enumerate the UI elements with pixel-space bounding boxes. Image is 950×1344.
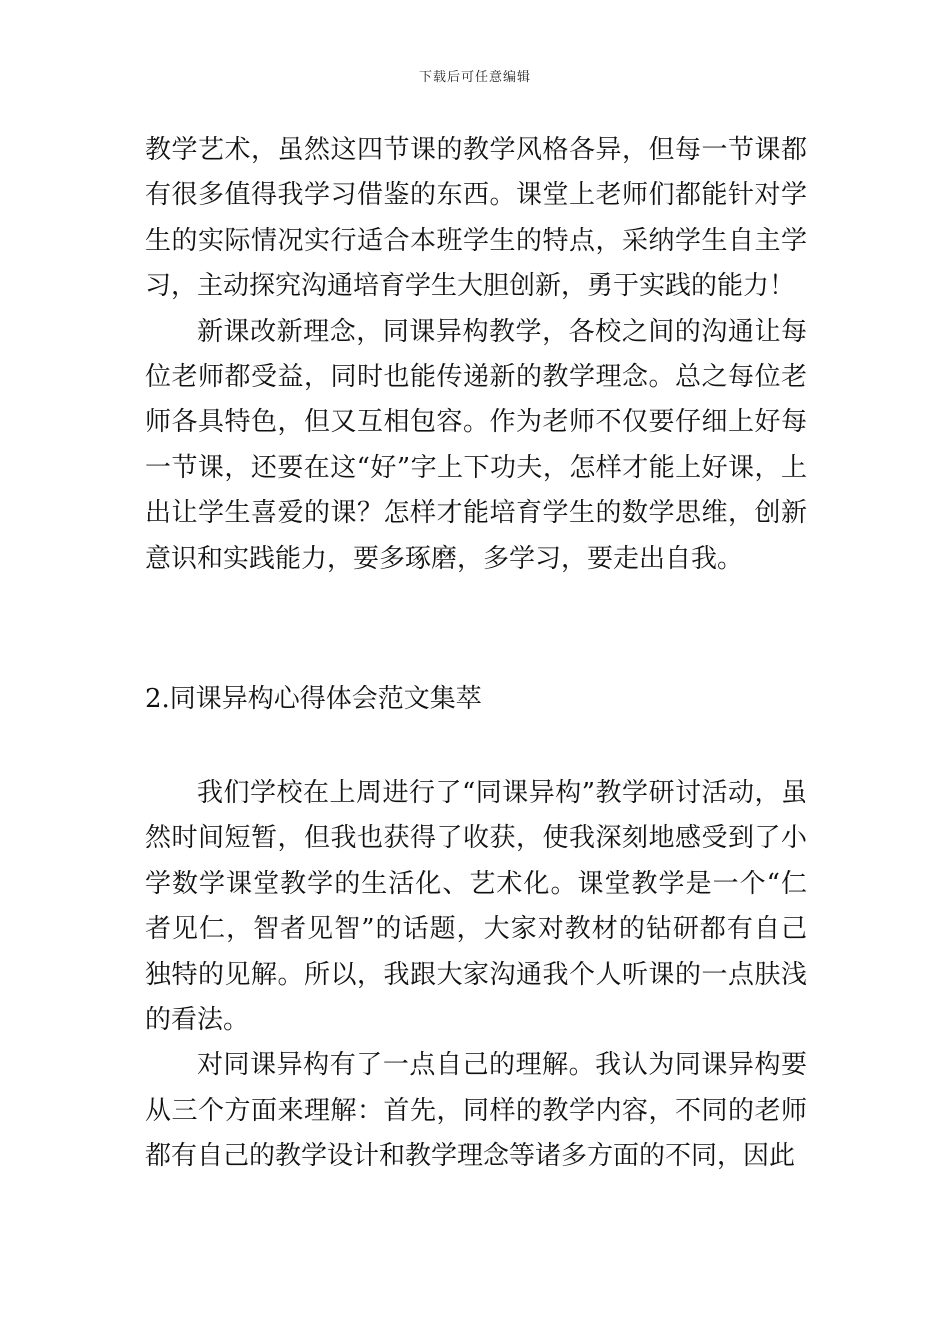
paragraph-continued: 教学艺术，虽然这四节课的教学风格各异，但每一节课都有很多值得我学习借鉴的东西。课堂上老师们都能针对学生的实际情况实行适合本班学生的特点，采纳学生自主学习，主动探究沟通培育学生大胆创新，勇于实践的能力！ bbox=[145, 135, 807, 302]
paragraph-school-activity: 我们学校在上周进行了“同课异构”教学研讨活动，虽然时间短暂，但我也获得了收获，使我深刻地感受到了小学数学课堂教学的生活化、艺术化。课堂教学是一个“仁者见仁，智者见智”的话题，大家对教材的钻研都有自己独特的见解。所以，我跟大家沟通我个人听课的一点肤浅的看法。 bbox=[145, 778, 807, 1036]
paragraph-new-curriculum: 新课改新理念，同课异构教学，各校之间的沟通让每位老师都受益，同时也能传递新的教学理念。总之每位老师各具特色，但又互相包容。作为老师不仅要仔细上好每一节课，还要在这“好”字上下功夫，怎样才能上好课，上出让学生喜爱的课？怎样才能培育学生的数学思维，创新意识和实践能力，要多琢磨，多学习，要走出自我。 bbox=[145, 316, 807, 574]
paragraph-understanding: 对同课异构有了一点自己的理解。我认为同课异构要从三个方面来理解：首先，同样的教学内容，不同的老师都有自己的教学设计和教学理念等诸多方面的不同，因此 bbox=[145, 1050, 807, 1172]
section-heading: 2.同课异构心得体会范文集萃 bbox=[145, 684, 482, 714]
section-2-body bbox=[145, 771, 807, 1180]
page-header-note: 下载后可任意编辑 bbox=[418, 70, 531, 85]
section-1-body bbox=[145, 128, 807, 582]
